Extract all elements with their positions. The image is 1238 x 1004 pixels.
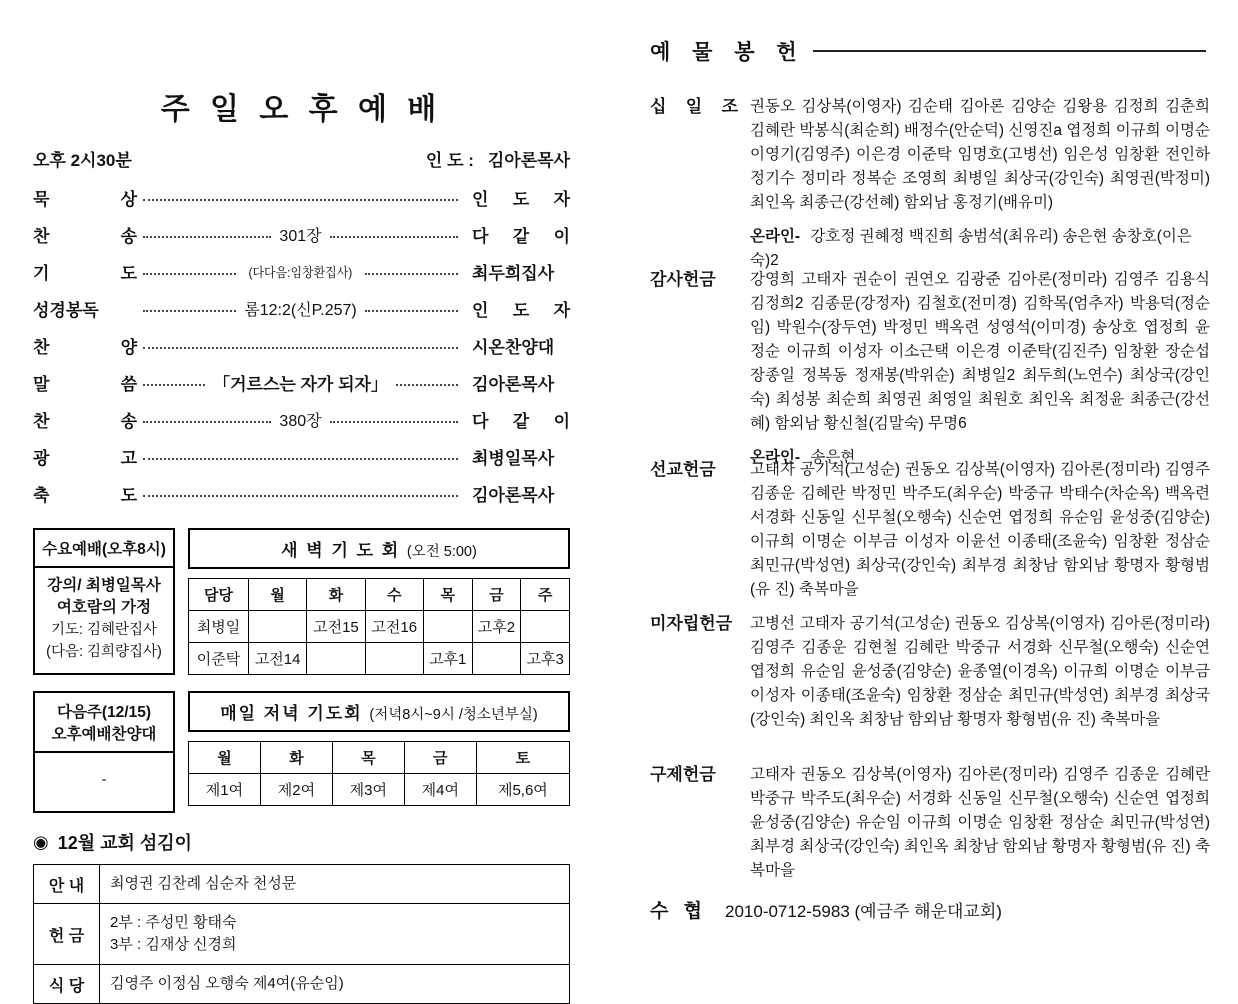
offering-section-relief: [650, 763, 1210, 883]
dawn-col-header: 목: [423, 579, 472, 611]
serving-people: [100, 965, 570, 1004]
order-row: [33, 438, 570, 475]
evening-cell: 제3여: [332, 774, 404, 806]
order-person: 시온찬양대: [472, 338, 555, 357]
wednesday-topic: 여호람의 가정: [56, 599, 152, 616]
name-list: 강영희 고태자 권순이 권연오 김광준 김아론(정미라) 김영주 김용식 김정희2 김종문(강정자) 김철호(전미경) 김학목(엄추자) 박용덕(정순임) 박원수(장두연) 박정민 백옥련 성영석(이미경) 송상호 엽정희 윤정순 이규희 이성자 이소근택 이은경 이준탁(김진주) 임창환 장순섭 장종일 정복동 정재봉(박위순) 최병일2 최두희(노연수) 최상국(강인숙) 최성봉 최순희 최영권 최영일 최원호 최인옥 최정윤 최종근(강선혜) 함외남 황신철(김말숙) 무명6: [750, 271, 1210, 432]
serving-line: 2부 : 주성민 황태숙: [110, 914, 237, 931]
serving-role: 안 내: [34, 865, 100, 904]
next-week-choir-label: 오후예배찬양대: [51, 726, 157, 743]
dawn-prayer-table: [188, 578, 570, 675]
online-label: 온라인-: [750, 228, 801, 245]
order-person: 인 도 자: [472, 190, 570, 209]
serving-heading-row: [33, 829, 570, 855]
wednesday-lecture: 강의/ 최병일목사: [47, 577, 161, 594]
table-row: [34, 904, 570, 965]
order-person: 최두희집사: [472, 264, 555, 283]
table-row: [34, 965, 570, 1004]
leader-dots: [365, 269, 458, 275]
dawn-cell: [249, 611, 307, 643]
order-detail: (다다음:임창환집사): [248, 265, 353, 280]
order-row: [33, 401, 570, 438]
next-week-body: -: [101, 772, 107, 788]
leader-dots: [143, 306, 236, 312]
dawn-col-header: 금: [472, 579, 521, 611]
order-row: [33, 253, 570, 290]
offering-header-row: [650, 36, 1206, 66]
dawn-cell: 고전15: [307, 611, 365, 643]
wednesday-prayer-next: (다음: 김희량집사): [46, 644, 162, 660]
table-row: [34, 865, 570, 904]
dawn-col-header: 월: [249, 579, 307, 611]
evening-cell: 제4여: [404, 774, 476, 806]
offering-section-selfsupport: [650, 612, 1210, 732]
dawn-cell: 고전16: [365, 611, 423, 643]
serving-line: 3부 : 김재상 신경희: [110, 936, 237, 953]
section-label: 구제헌금: [650, 765, 716, 784]
order-row: [33, 179, 570, 216]
evening-prayer-time: (저녁8시~9시 /청소년부실): [369, 707, 538, 723]
order-label: 성경봉독: [33, 301, 99, 320]
bulletin-left-page: [33, 0, 570, 1004]
dawn-cell: 고후1: [423, 643, 472, 675]
serving-people: [100, 904, 570, 965]
order-label: 축 도: [33, 486, 137, 505]
offering-header: 예 물 봉 헌: [650, 41, 805, 64]
offering-section-thanks: [650, 268, 1210, 470]
serving-table: [33, 864, 570, 1004]
evening-cell: 제2여: [260, 774, 332, 806]
dawn-cell: 고후3: [521, 643, 570, 675]
bank-account-row: [650, 896, 1002, 923]
section-label: 선교헌금: [650, 460, 716, 479]
bulletin-right-page: [650, 0, 1210, 973]
bullseye-icon: ◉: [33, 831, 49, 852]
order-person: 김아론목사: [472, 486, 555, 505]
serving-people: [100, 865, 570, 904]
leader-dots: [330, 417, 458, 423]
name-list: 고태자 권동오 김상복(이영자) 김아론(정미라) 김영주 김종운 김혜란 박중규 박주도(최우순) 서경화 신동일 신무철(오행숙) 신순연 엽정희 윤성중(김양순) 유순임 이규희 이명순 임창환 정삼순 최민규(박성연) 최부경 최상국(강인숙) 최인옥 최창남 함외남 황명자 황형범(유 진) 축복마을: [750, 766, 1210, 879]
evening-col-header: 월: [189, 742, 261, 774]
order-label: 묵 상: [33, 190, 137, 209]
dawn-cell: [521, 611, 570, 643]
order-person: 다 같 이: [472, 412, 570, 431]
section-label: 미자립헌금: [650, 614, 733, 633]
leader-dots: [143, 417, 271, 423]
next-week-choir-box: [33, 691, 175, 813]
dawn-prayer-header: [188, 528, 570, 569]
evening-prayer-table: [188, 741, 570, 806]
evening-prayer-header: [188, 691, 570, 732]
order-row: [33, 327, 570, 364]
leader-name: 김아론목사: [487, 151, 570, 170]
evening-col-header: 목: [332, 742, 404, 774]
order-label: 광 고: [33, 449, 137, 468]
online-names: 송은현: [810, 449, 856, 466]
bank-account-number: 2010-0712-5983 (예금주 해운대교회): [725, 902, 1002, 921]
evening-col-header: 화: [260, 742, 332, 774]
service-time: 오후 2시30분: [33, 151, 132, 170]
sermon-title: 「거르스는 자가 되자」: [213, 375, 388, 394]
leader-dots: [143, 195, 458, 201]
dawn-leader-name: 이준탁: [189, 643, 249, 675]
leader-dots: [143, 491, 458, 497]
offering-section-mission: [650, 458, 1210, 602]
evening-prayer-title: 매일 저녁 기도회: [220, 704, 363, 723]
order-label: 기 도: [33, 264, 137, 283]
header-rule: [813, 50, 1206, 52]
order-detail: 380장: [279, 413, 322, 430]
order-person: 최병일목사: [472, 449, 555, 468]
table-row: [189, 611, 570, 643]
dawn-leader-name: 최병일: [189, 611, 249, 643]
dawn-col-header: 담당: [189, 579, 249, 611]
dawn-cell: [307, 643, 365, 675]
online-row: [750, 225, 1210, 273]
bank-name: 수 협: [650, 901, 707, 922]
schedule-row-1: [33, 528, 570, 675]
order-person: 인 도 자: [472, 301, 570, 320]
order-row: [33, 216, 570, 253]
dawn-cell: 고전14: [249, 643, 307, 675]
wednesday-prayer: 기도: 김혜란집사: [50, 622, 158, 638]
worship-order-list: [33, 179, 570, 512]
leader-dots: [330, 232, 458, 238]
next-week-date: 다음주(12/15): [56, 704, 152, 721]
evening-cell: 제1여: [189, 774, 261, 806]
dawn-col-header: 수: [365, 579, 423, 611]
online-label: 온라인-: [750, 449, 801, 466]
page-title: 주 일 오 후 예 배: [160, 93, 443, 126]
evening-cell: 제5,6여: [476, 774, 569, 806]
serving-line: 최영권 김찬례 심순자 천성문: [110, 875, 297, 892]
order-label: 찬 송: [33, 227, 137, 246]
dawn-prayer-block: [188, 528, 570, 675]
order-detail: 301장: [279, 228, 322, 245]
order-row: [33, 364, 570, 401]
dawn-col-header: 주: [521, 579, 570, 611]
leader-dots: [143, 343, 458, 349]
leader-label: 인 도 :: [425, 151, 474, 170]
name-list: 권동오 김상복(이영자) 김순태 김아론 김양순 김왕용 김정희 김춘희 김혜란 박봉식(최순희) 배정수(안순덕) 신영진a 엽정희 이규희 이명순 이영기(김영주) 이은경 이준탁 임명호(고병선) 임은성 임창환 전인하 정기수 정미라 정복순 조영희 최병일 최상국(강인숙) 최영권(박정미) 최인옥 최종근(강선혜) 함외남 홍정기(배유미): [750, 98, 1210, 211]
dawn-cell: [472, 643, 521, 675]
dawn-prayer-title: 새 벽 기 도 회: [281, 541, 401, 560]
serving-heading: 12월 교회 섬김이: [57, 833, 193, 853]
order-row: [33, 290, 570, 327]
dawn-cell: [365, 643, 423, 675]
leader-dots: [365, 306, 458, 312]
dawn-col-header: 화: [307, 579, 365, 611]
order-label: 찬 송: [33, 412, 137, 431]
leader-dots: [396, 380, 458, 386]
evening-prayer-block: [188, 691, 570, 813]
dawn-cell: 고후2: [472, 611, 521, 643]
table-row: [189, 643, 570, 675]
schedule-row-2: [33, 691, 570, 813]
wednesday-service-header: 수요예배(오후8시): [35, 530, 173, 568]
order-label: 말 씀: [33, 375, 137, 394]
section-label: 십 일 조: [650, 97, 738, 116]
name-list: 고병선 고태자 공기석(고성순) 권동오 김상복(이영자) 김아론(정미라) 김영주 김종운 김현철 김혜란 박중규 서경화 신무철(오행숙) 신순연 엽정희 유순임 윤성중(김양순) 윤종열(이경옥) 이규희 이명순 이부금 이성자 이종태(조윤숙) 임창환 정삼순 최민규(박성연) 최부경 최상국(강인숙) 최인옥 최창남 함외남 황명자 황형범(유 진) 축복마을: [750, 615, 1210, 728]
serving-role: 헌 금: [34, 904, 100, 965]
online-names: 강호정 권혜정 백진희 송범석(최유리) 송은현 송창호(이은숙)2: [750, 228, 1192, 269]
order-person: 다 같 이: [472, 227, 570, 246]
dawn-prayer-time: (오전 5:00): [406, 544, 477, 560]
wednesday-service-box: [33, 528, 175, 675]
serving-line: 김영주 이정심 오행숙 제4여(유순임): [110, 975, 344, 992]
order-row: [33, 475, 570, 512]
name-list: 고태자 공기석(고성순) 권동오 김상복(이영자) 김아론(정미라) 김영주 김종운 김혜란 박정민 박주도(최우순) 박중규 박태수(차순옥) 백옥련 서경화 신동일 신무철(오행숙) 신순연 엽정희 유순임 윤성중(김양순) 이규희 이명순 이부금 이성자 이윤선 이종태(조윤숙) 임창환 정삼순 최민규(박성연) 최상국(강인숙) 최부경 최창남 함외남 황명자 황형범(유 진) 축복마을: [750, 461, 1210, 598]
table-row: [189, 774, 570, 806]
leader-dots: [143, 454, 458, 460]
leader-dots: [143, 380, 205, 386]
order-label: 찬 양: [33, 338, 137, 357]
section-label: 감사헌금: [650, 270, 716, 289]
next-week-header: [35, 693, 173, 753]
offering-section-tithe: [650, 95, 1210, 273]
serving-role: 식 당: [34, 965, 100, 1004]
evening-col-header: 금: [404, 742, 476, 774]
leader-dots: [143, 269, 236, 275]
leader-dots: [143, 232, 271, 238]
evening-col-header: 토: [476, 742, 569, 774]
order-person: 김아론목사: [472, 375, 555, 394]
service-time-row: [33, 146, 570, 171]
order-detail: 롬12:2(신P.257): [244, 302, 357, 319]
dawn-cell: [423, 611, 472, 643]
